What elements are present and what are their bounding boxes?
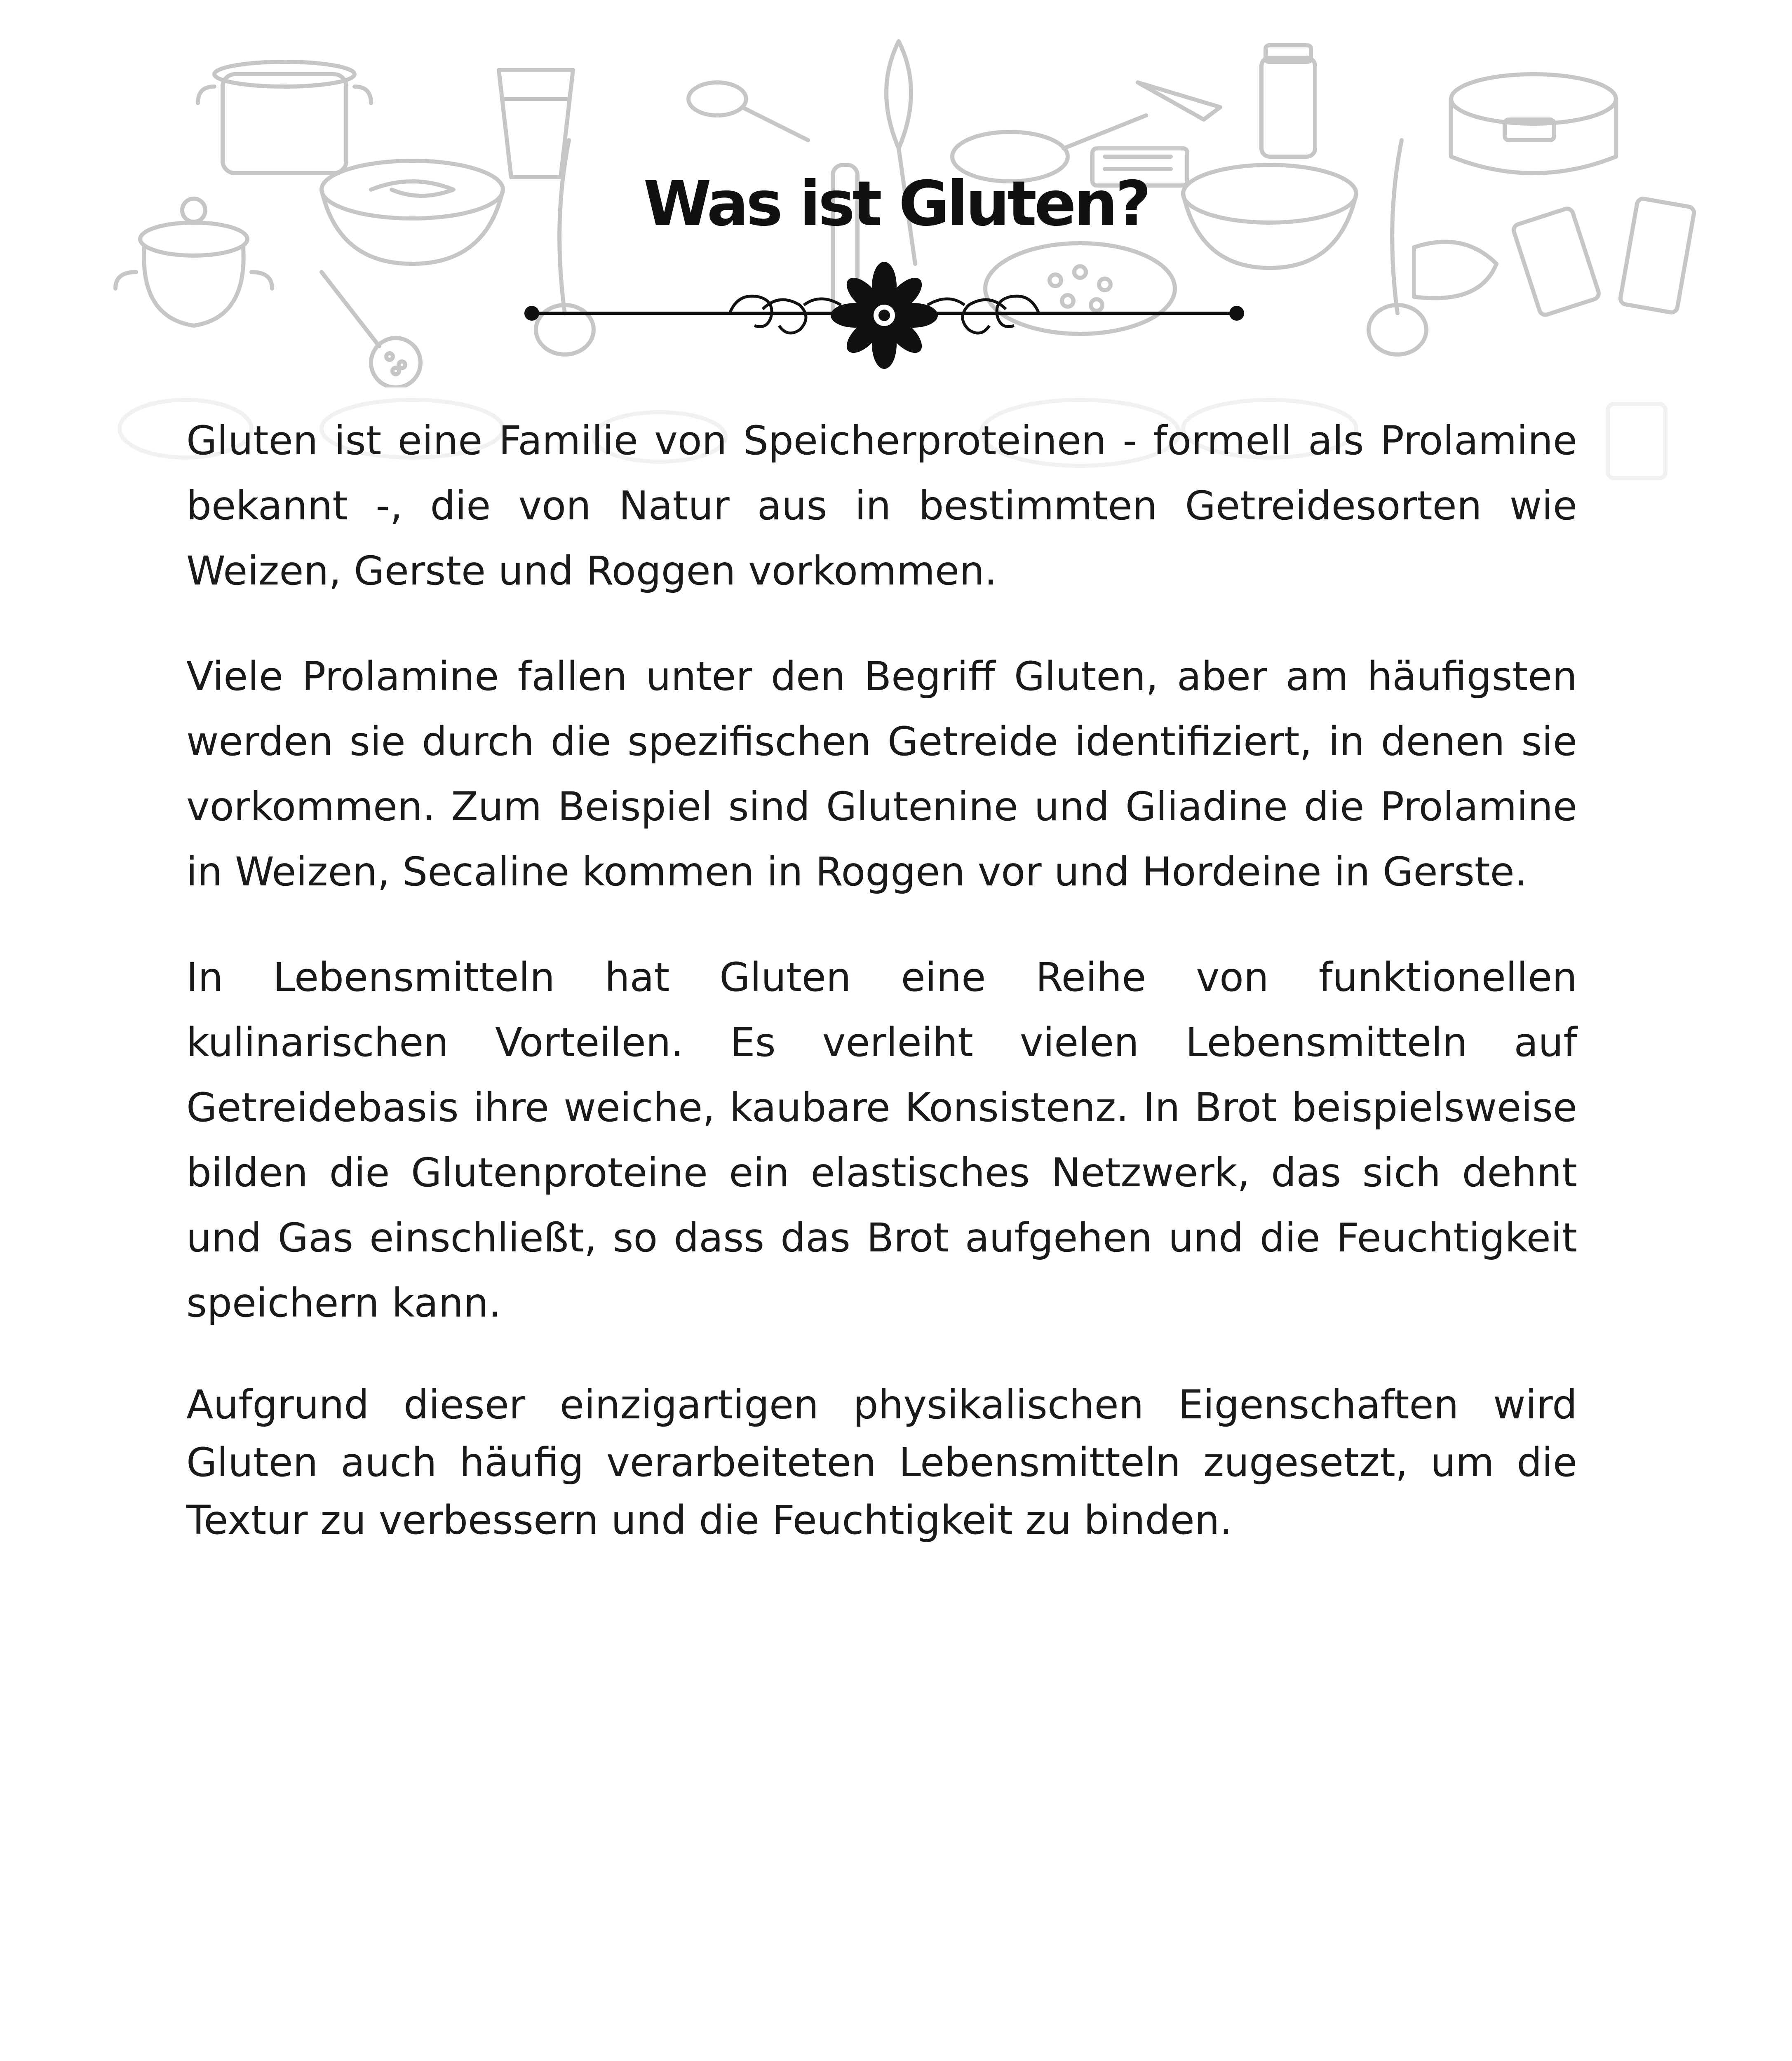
paragraph: Viele Prolamine fallen unter den Begriff Gluten, aber am häufigsten werden sie durch die spezifischen Getreide identifiziert, in denen sie vorkommen. Zum Beispiel sind Glutenine und Gliadine die Prolamine in Weizen, Secaline kommen in Roggen vor und Hordeine in Gerste. xyxy=(186,653,1577,895)
paragraph: Aufgrund dieser einzigartigen physikalischen Eigenschaften wird Gluten auch häufig verarbeiteten Lebensmitteln zugesetzt, um die Textur zu verbessern und die Feuchtigkeit zu binden. xyxy=(186,1382,1577,1543)
knife-icon xyxy=(1138,82,1220,120)
paragraph: Gluten ist eine Familie von Speicherproteinen - formell als Prolamine bekannt -, die von Natur aus in bestimmten Getreidesorten wie Weizen, Gerste und Roggen vorkommen. xyxy=(186,418,1577,594)
title-divider xyxy=(507,256,1261,379)
glass-icon xyxy=(499,70,573,177)
spoon-icon xyxy=(688,82,808,140)
page-title: Was ist Gluten? xyxy=(643,168,1149,240)
skimmer-icon xyxy=(322,272,420,387)
flower-ornament-icon xyxy=(507,256,1261,379)
jar-icon xyxy=(1261,45,1315,157)
paragraph: In Lebensmitteln hat Gluten eine Reihe von funktionellen kulinarischen Vorteilen. Es verleiht vielen Lebensmitteln auf Getreidebasis ihre weiche, kaubare Konsistenz. In Brot beispielsweise bilden die Glutenproteine ein elastisches Netzwerk, das sich dehnt und Gas einschließt, so dass das Brot aufgehen und die Feuchtigkeit speichern kann. xyxy=(186,954,1577,1326)
article-body xyxy=(186,408,1577,1589)
ladle-icon xyxy=(1369,140,1426,354)
dough-icon xyxy=(1414,242,1496,298)
cake-tin-icon xyxy=(1451,74,1616,173)
cooking-pot-icon xyxy=(198,62,371,173)
